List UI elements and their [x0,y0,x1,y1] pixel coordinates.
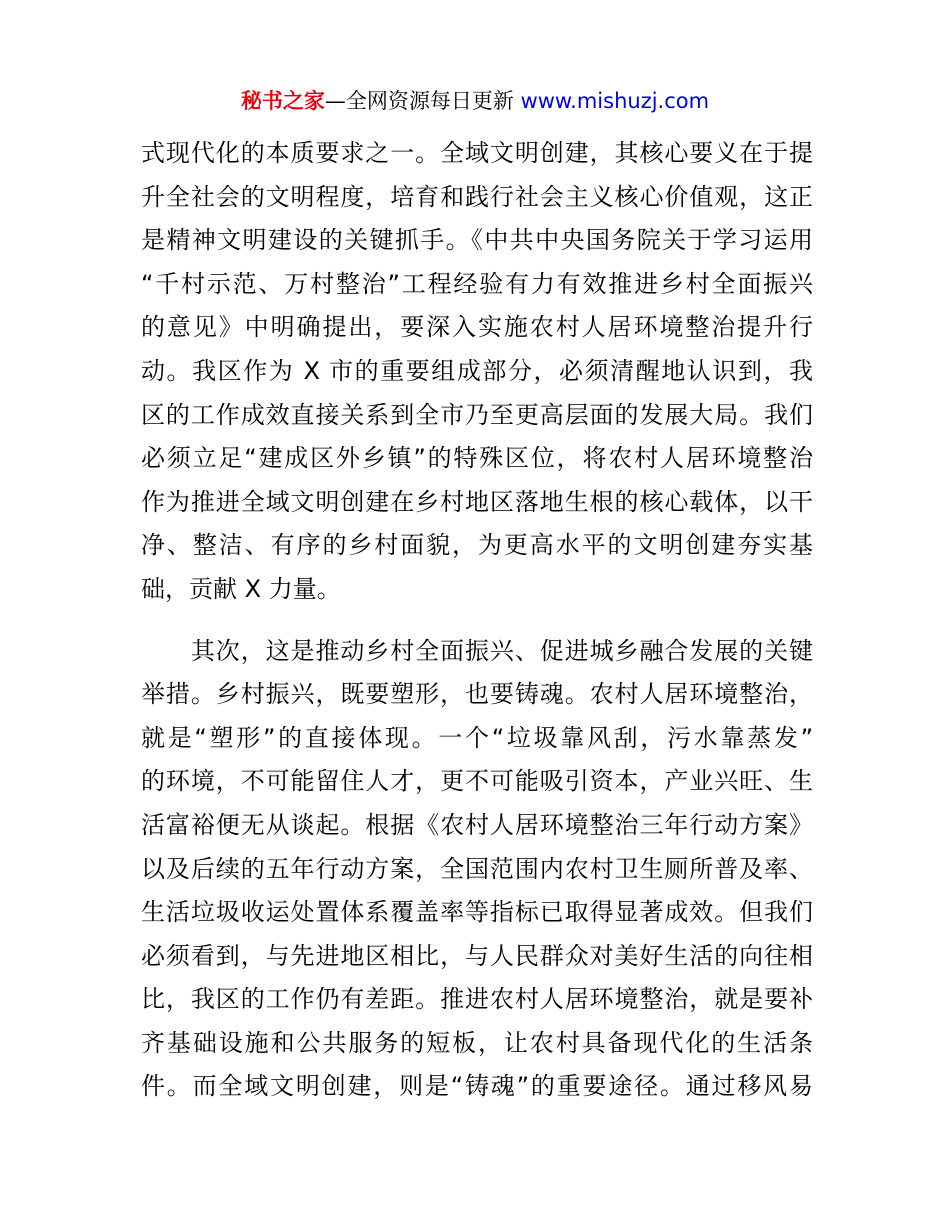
text-line: 作为推进全域文明创建在乡村地区落地生根的核心载体，以干 [141,487,813,516]
text-line: 式现代化的本质要求之一。全域文明创建，其核心要义在于提 [141,139,813,167]
text-line: 齐基础设施和公共服务的短板，让农村具备现代化的生活条 [141,1028,813,1057]
text-line: 是精神文明建设的关键抓手。《中共中央国务院关于学习运用 [141,226,813,255]
text-line: 础，贡献 X 力量。 [141,574,341,603]
text-line: 活富裕便无从谈起。根据《农村人居环境整治三年行动方案》 [141,810,813,839]
text-line: 动。我区作为 X 市的重要组成部分，必须清醒地认识到，我 [141,356,813,385]
text-line: 净、整洁、有序的乡村面貌，为更高水平的文明创建夯实基 [141,531,813,560]
article-body [141,132,813,1109]
text-line: 的意见》中明确提出，要深入实施农村人居环境整治提升行 [141,313,813,342]
text-line: 比，我区的工作仍有差距。推进农村人居环境整治，就是要补 [141,985,813,1014]
paragraph-2 [141,630,813,1110]
text-line: 以及后续的五年行动方案，全国范围内农村卫生厕所普及率、 [141,854,813,883]
text-line: 区的工作成效直接关系到全市乃至更高层面的发展大局。我们 [141,400,813,429]
site-tagline: —全网资源每日更新 [324,89,521,113]
text-line: 其次，这是推动乡村全面振兴、促进城乡融合发展的关键 [141,636,813,665]
text-line: 生活垃圾收运处置体系覆盖率等指标已取得显著成效。但我们 [141,898,813,927]
paragraph-1 [141,132,813,612]
site-header [0,86,950,116]
site-url-link[interactable]: www.mishuzj.com [520,89,710,113]
text-line: 的环境，不可能留住人才，更不可能吸引资本，产业兴旺、生 [141,767,813,796]
text-line: 必须看到，与先进地区相比，与人民群众对美好生活的向往相 [141,941,813,970]
text-line: 必须立足“建成区外乡镇”的特殊区位，将农村人居环境整治 [141,444,813,473]
site-brand: 秘书之家 [240,89,325,113]
text-line: 就是“塑形”的直接体现。一个“垃圾靠风刮，污水靠蒸发” [141,723,813,752]
text-line: 升全社会的文明程度，培育和践行社会主义核心价值观，这正 [141,182,813,211]
text-line: “千村示范、万村整治”工程经验有力有效推进乡村全面振兴 [141,269,813,298]
text-line: 举措。乡村振兴，既要塑形，也要铸魂。农村人居环境整治， [141,680,813,709]
text-line: 件。而全域文明创建，则是“铸魂”的重要途径。通过移风易 [141,1072,813,1101]
